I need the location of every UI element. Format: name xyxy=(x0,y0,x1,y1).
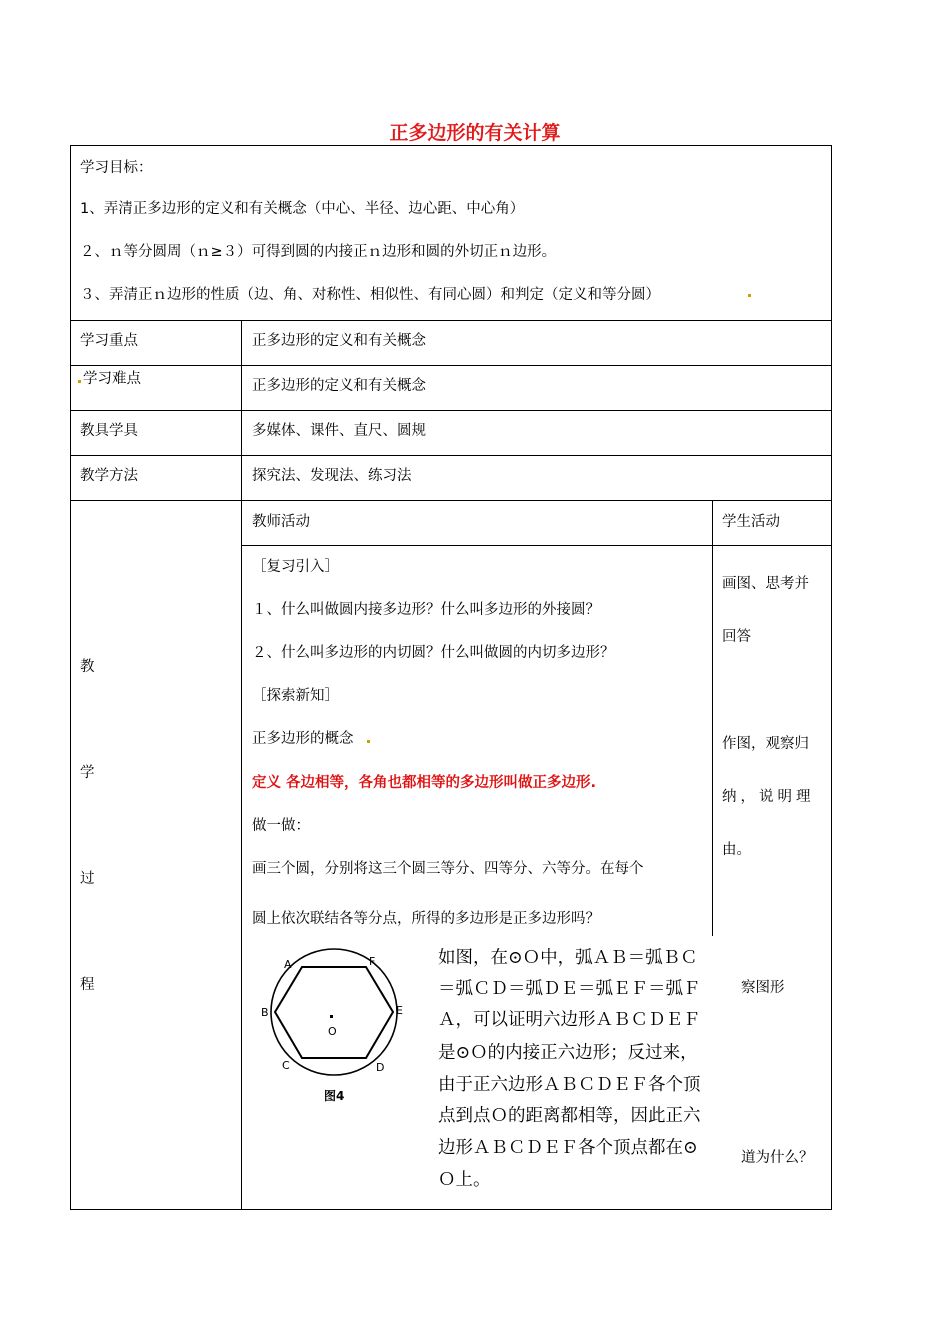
row-value-tools: 多媒体、课件、直尺、圆规 xyxy=(252,423,426,439)
teacher-activity-header: 教师活动 xyxy=(252,514,310,530)
student-line: 由。 xyxy=(722,842,751,858)
vertex-label-c: C xyxy=(282,1059,290,1072)
objectives-heading: 学习目标： xyxy=(80,160,153,176)
vertex-label-a: A xyxy=(284,958,292,971)
yellow-mark xyxy=(748,294,751,297)
objective-item-1: 1、弄清正多边形的定义和有关概念（中心、半径、边心距、中心角） xyxy=(80,201,525,217)
process-label-char: 过 xyxy=(80,871,95,887)
row-label-tools: 教具学具 xyxy=(80,423,138,439)
explanation-line: 如图，在⊙Ｏ中，弧ＡＢ＝弧ＢＣ xyxy=(438,948,698,968)
student-line: 作图，观察归 xyxy=(722,736,809,752)
row-label-key-points: 学习重点 xyxy=(80,333,138,349)
process-label-char: 程 xyxy=(80,977,95,993)
figure-caption: 图4 xyxy=(324,1089,345,1103)
explanation-line: 由于正六边形ＡＢＣＤＥＦ各个顶 xyxy=(438,1075,701,1095)
teacher-line: ２、什么叫多边形的内切圆？什么叫做圆的内切多边形？ xyxy=(252,645,615,661)
hexagon-outline xyxy=(275,967,393,1058)
page-title: 正多边形的有关计算 xyxy=(389,122,561,144)
objective-item-2: ２、ｎ等分圆周（ｎ≥３）可得到圆的内接正ｎ边形和圆的外切正ｎ边形。 xyxy=(80,244,557,260)
teacher-line: 正多边形的概念 xyxy=(252,731,354,747)
teacher-line: 圆上依次联结各等分点，所得的多边形是正多边形吗？ xyxy=(252,911,600,927)
vertex-label-e: E xyxy=(396,1004,403,1017)
teacher-line: １、什么叫做圆内接多边形？什么叫多边形的外接圆？ xyxy=(252,602,600,618)
explanation-line: 点到点Ｏ的距离都相等，因此正六 xyxy=(438,1106,701,1126)
teacher-line: 做一做： xyxy=(252,818,310,834)
student-line: 纳，说明理 xyxy=(722,789,815,805)
process-label-char: 学 xyxy=(80,765,95,781)
vertex-label-b: B xyxy=(261,1006,269,1019)
explanation-line: 边形ＡＢＣＤＥＦ各个顶点都在⊙ xyxy=(438,1138,698,1158)
row-value-difficulties: 正多边形的定义和有关概念 xyxy=(252,378,426,394)
student-activity-header: 学生活动 xyxy=(722,514,780,530)
teacher-line: ［探索新知］ xyxy=(252,688,339,704)
definition-text: 定义 各边相等，各角也都相等的多边形叫做正多边形. xyxy=(252,775,597,791)
vertex-label-f: F xyxy=(369,955,376,968)
student-line: 回答 xyxy=(722,629,751,645)
row-value-methods: 探究法、发现法、练习法 xyxy=(252,468,412,484)
explanation-line: Ｏ上。 xyxy=(438,1170,491,1190)
explanation-line: Ａ，可以证明六边形ＡＢＣＤＥＦ xyxy=(438,1010,701,1030)
student-line: 画图、思考并 xyxy=(722,576,809,592)
inscribed-hexagon-figure xyxy=(252,945,422,1110)
student-line: 察图形 xyxy=(741,980,785,996)
student-line: 道为什么？ xyxy=(741,1150,814,1166)
yellow-mark xyxy=(78,380,81,383)
row-label-difficulties: 学习难点 xyxy=(83,371,141,387)
explanation-line: 是⊙Ｏ的内接正六边形；反过来， xyxy=(438,1043,698,1063)
explanation-line: ＝弧ＣＤ＝弧ＤＥ＝弧ＥＦ＝弧Ｆ xyxy=(438,979,701,999)
teacher-line: 画三个圆，分别将这三个圆三等分、四等分、六等分。在每个 xyxy=(252,861,644,877)
process-label-char: 教 xyxy=(80,659,95,675)
teacher-line: ［复习引入］ xyxy=(252,559,339,575)
center-label-o: O xyxy=(328,1025,337,1038)
row-value-key-points: 正多边形的定义和有关概念 xyxy=(252,333,426,349)
objective-item-3: ３、弄清正ｎ边形的性质（边、角、对称性、相似性、有同心圆）和判定（定义和等分圆） xyxy=(80,287,660,303)
row-label-methods: 教学方法 xyxy=(80,468,138,484)
vertex-label-d: D xyxy=(376,1061,385,1074)
center-point xyxy=(330,1015,333,1018)
yellow-mark xyxy=(367,740,370,743)
